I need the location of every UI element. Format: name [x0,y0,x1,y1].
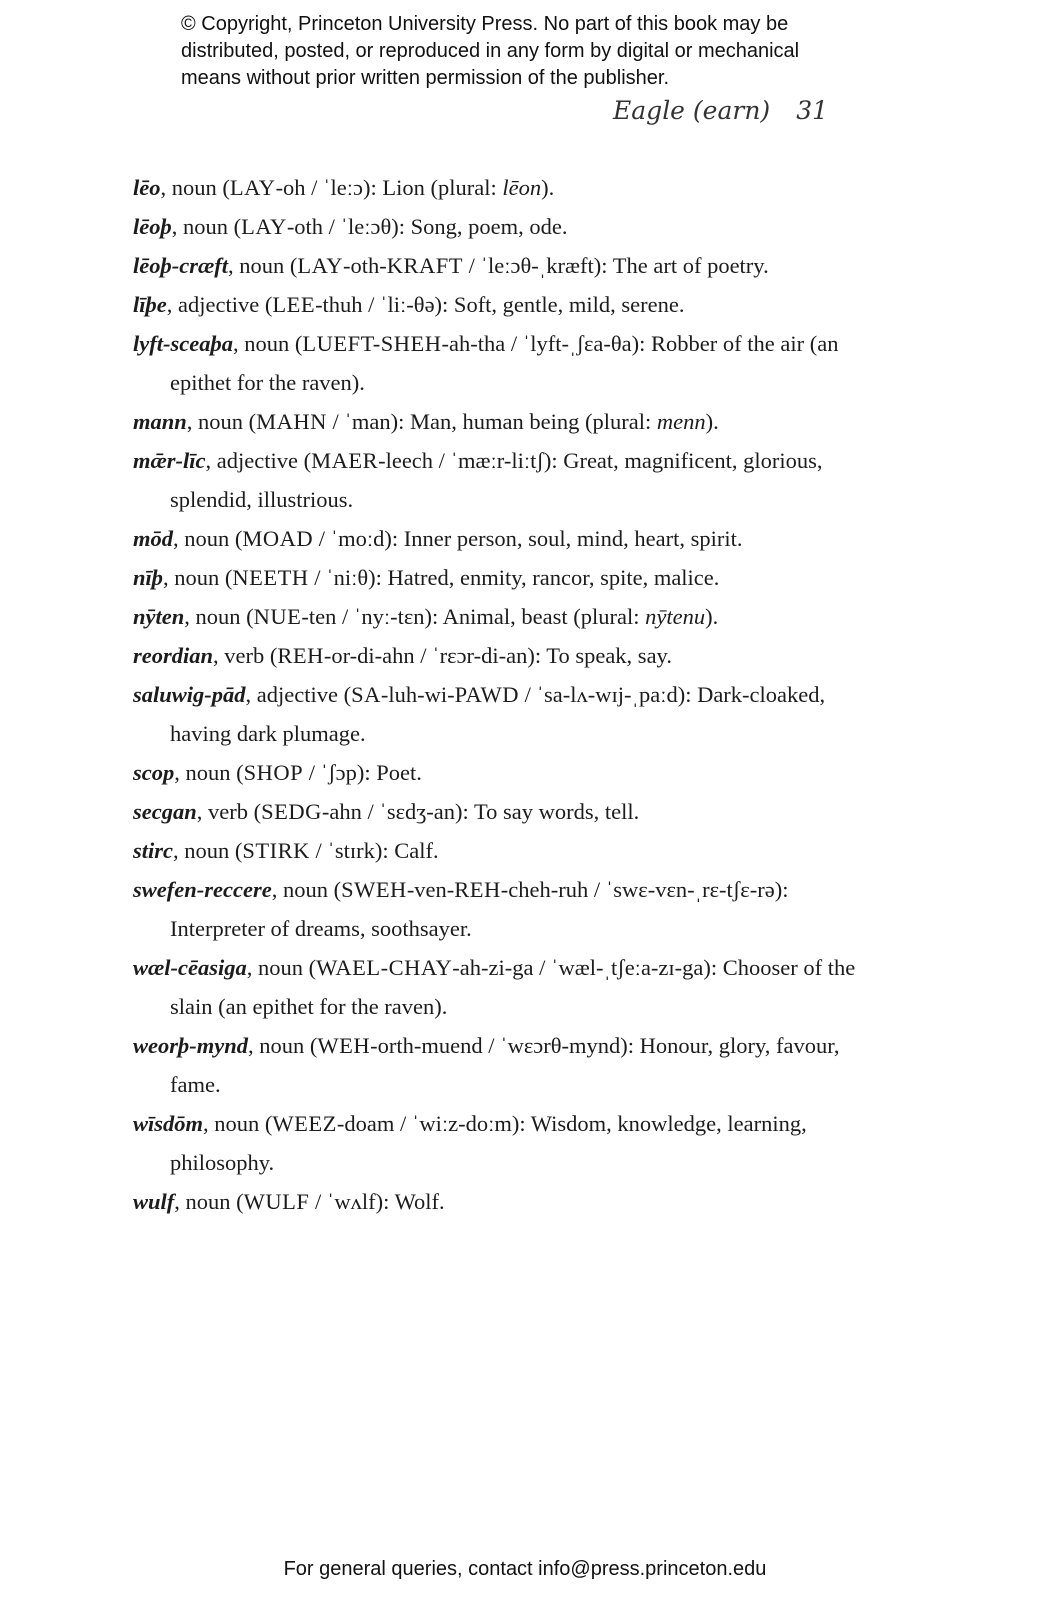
entry-text: / ˈmoːd): Inner person, soul, mind, heart, spirit. [313,526,743,551]
headword: swefen-reccere [133,877,272,902]
stress-syllable: REH [277,643,324,668]
entry-text: , adjective ( [205,448,312,473]
stress-syllable: LAY [297,253,344,278]
entry-text: -ah-tha / ˈlyft-ˌʃɛa-θa): Robber of the air (an epithet for the raven). [170,331,839,395]
entry-text: ). [541,175,555,200]
italic-form: menn [656,409,706,434]
page-number: 31 [796,96,828,125]
stress-syllable: LUEFT-SHEH [302,331,442,356]
entry-text: / ˈleːɔθ-ˌkræft): The art of poetry. [463,253,769,278]
stress-syllable: NUE [253,604,302,629]
stress-syllable: REH [454,877,501,902]
glossary-entry [133,324,873,402]
glossary-entry [133,831,873,870]
headword: weorþ-mynd [133,1033,248,1058]
entry-text: / ˈsa-lʌ-wɪj-ˌpaːd): Dark-cloaked, having dark plumage. [170,682,826,746]
headword: līþe [133,292,167,317]
headword: scop [133,760,175,785]
entry-text: -oth / ˈleːɔθ): Song, poem, ode. [286,214,568,239]
headword: reordian [133,643,214,668]
headword: lyft-sceaþa [133,331,233,356]
glossary-entry [133,285,873,324]
entry-text: , noun ( [271,877,342,902]
entry-text: -ah-zi-ga / ˈwæl-ˌtʃeːa-zɪ-ga): Chooser of the slain (an epithet for the raven). [170,955,856,1019]
stress-syllable: STIRK [242,838,310,863]
entry-text: -doam / ˈwiːz-doːm): Wisdom, knowledge, learning, philosophy. [170,1111,807,1175]
entry-text: -oh / ˈleːɔ): Lion (plural: [275,175,503,200]
entry-text: -or-di-ahn / ˈrɛɔr-di-an): To speak, say. [323,643,672,668]
entry-text: , noun ( [163,565,233,590]
entry-text: , noun ( [160,175,230,200]
entry-text: , noun ( [186,409,257,434]
stress-syllable: LAY [229,175,276,200]
entry-text: -cheh-ruh / ˈswɛ-vɛn-ˌrɛ-tʃɛ-rə): Interpreter of dreams, soothsayer. [170,877,789,941]
entry-text: -orth-muend / ˈwɛɔrθ-mynd): Honour, glory, favour, fame. [170,1033,840,1097]
copyright-line: distributed, posted, or reproduced in any form by digital or mechanical [181,40,800,62]
glossary-entry [133,1026,873,1104]
headword: nȳten [133,604,185,629]
headword: mōd [133,526,174,551]
footer-contact: For general queries, contact info@press.princeton.edu [283,1558,767,1580]
glossary-entry [133,246,873,285]
headword: lēoþ [133,214,172,239]
glossary-entry [133,675,873,753]
entry-text: , noun ( [246,955,317,980]
headword: wīsdōm [133,1111,204,1136]
entry-text: , noun ( [248,1033,318,1058]
stress-syllable: MAER [311,448,379,473]
glossary-entry [133,870,873,948]
entry-text: , noun ( [227,253,298,278]
stress-syllable: SHOP [243,760,304,785]
stress-syllable: MAHN [256,409,327,434]
stress-syllable: WULF [243,1189,310,1214]
headword: lēoþ-cræft [133,253,228,278]
glossary-entry [133,636,873,675]
running-head [613,96,828,125]
entry-text: , noun ( [173,838,243,863]
headword: nīþ [133,565,164,590]
stress-syllable: WAEL-CHAY [316,955,453,980]
entry-text: -oth- [343,253,387,278]
stress-syllable: NEETH [232,565,309,590]
glossary-entry [133,402,873,441]
glossary-entry [133,168,873,207]
headword: mann [133,409,187,434]
italic-form: lēon [502,175,542,200]
entry-text: / ˈʃɔp): Poet. [303,760,422,785]
glossary-entry [133,207,873,246]
entry-text: , noun ( [174,1189,244,1214]
entry-text: -leech / ˈmæːr-liːtʃ): Great, magnificent, glorious, splendid, illustrious. [170,448,823,512]
entry-text: / ˈstɪrk): Calf. [309,838,439,863]
entry-text: -ven- [406,877,455,902]
glossary-entry [133,558,873,597]
headword: wulf [133,1189,175,1214]
stress-syllable: SEDG [261,799,322,824]
stress-syllable: KRAFT [386,253,464,278]
entry-text: ). [705,409,719,434]
glossary-entry [133,792,873,831]
entry-text: , verb ( [196,799,262,824]
entry-text: -thuh / ˈliː-θə): Soft, gentle, mild, serene. [315,292,685,317]
entry-text: , verb ( [213,643,278,668]
entry-text: , adjective ( [166,292,273,317]
glossary-entry [133,753,873,792]
copyright-line: © Copyright, Princeton University Press. No part of this book may be [181,13,789,35]
headword: lēo [133,175,161,200]
entry-text: , noun ( [232,331,303,356]
stress-syllable: WEH [317,1033,371,1058]
entry-text: , noun ( [184,604,254,629]
stress-syllable: PAWD [454,682,519,707]
headword: secgan [133,799,197,824]
glossary-entry [133,519,873,558]
glossary-entry [133,1182,873,1221]
entry-text: -ahn / ˈsɛdʒ-an): To say words, tell. [321,799,640,824]
italic-form: nȳtenu [645,604,706,629]
entry-text: ). [705,604,719,629]
stress-syllable: SA [351,682,381,707]
stress-syllable: WEEZ [272,1111,337,1136]
entry-text: / ˈniːθ): Hatred, enmity, rancor, spite, malice. [308,565,720,590]
headword: mǣr-līc [133,448,206,473]
entry-text: -ten / ˈnyː-tɛn): Animal, beast (plural: [301,604,646,629]
glossary-entry [133,441,873,519]
headword: saluwig-pād [133,682,246,707]
glossary-entry [133,1104,873,1182]
running-head-title: Eagle (earn) [613,96,771,125]
stress-syllable: SWEH [341,877,407,902]
stress-syllable: LEE [272,292,316,317]
glossary-entry [133,597,873,636]
entry-text: / ˈman): Man, human being (plural: [326,409,657,434]
entry-text: , noun ( [173,526,243,551]
copyright-notice [181,11,901,92]
stress-syllable: MOAD [242,526,314,551]
entry-text: / ˈwʌlf): Wolf. [309,1189,445,1214]
entry-text: , adjective ( [245,682,352,707]
glossary-entry [133,948,873,1026]
entry-text: , noun ( [203,1111,273,1136]
copyright-line: means without prior written permission of the publisher. [181,67,670,89]
stress-syllable: LAY [241,214,287,239]
entry-text: , noun ( [174,760,244,785]
glossary-entries [133,168,873,1221]
entry-text: -luh-wi- [380,682,455,707]
headword: wæl-cēasiga [133,955,247,980]
entry-text: , noun ( [171,214,242,239]
headword: stirc [133,838,174,863]
